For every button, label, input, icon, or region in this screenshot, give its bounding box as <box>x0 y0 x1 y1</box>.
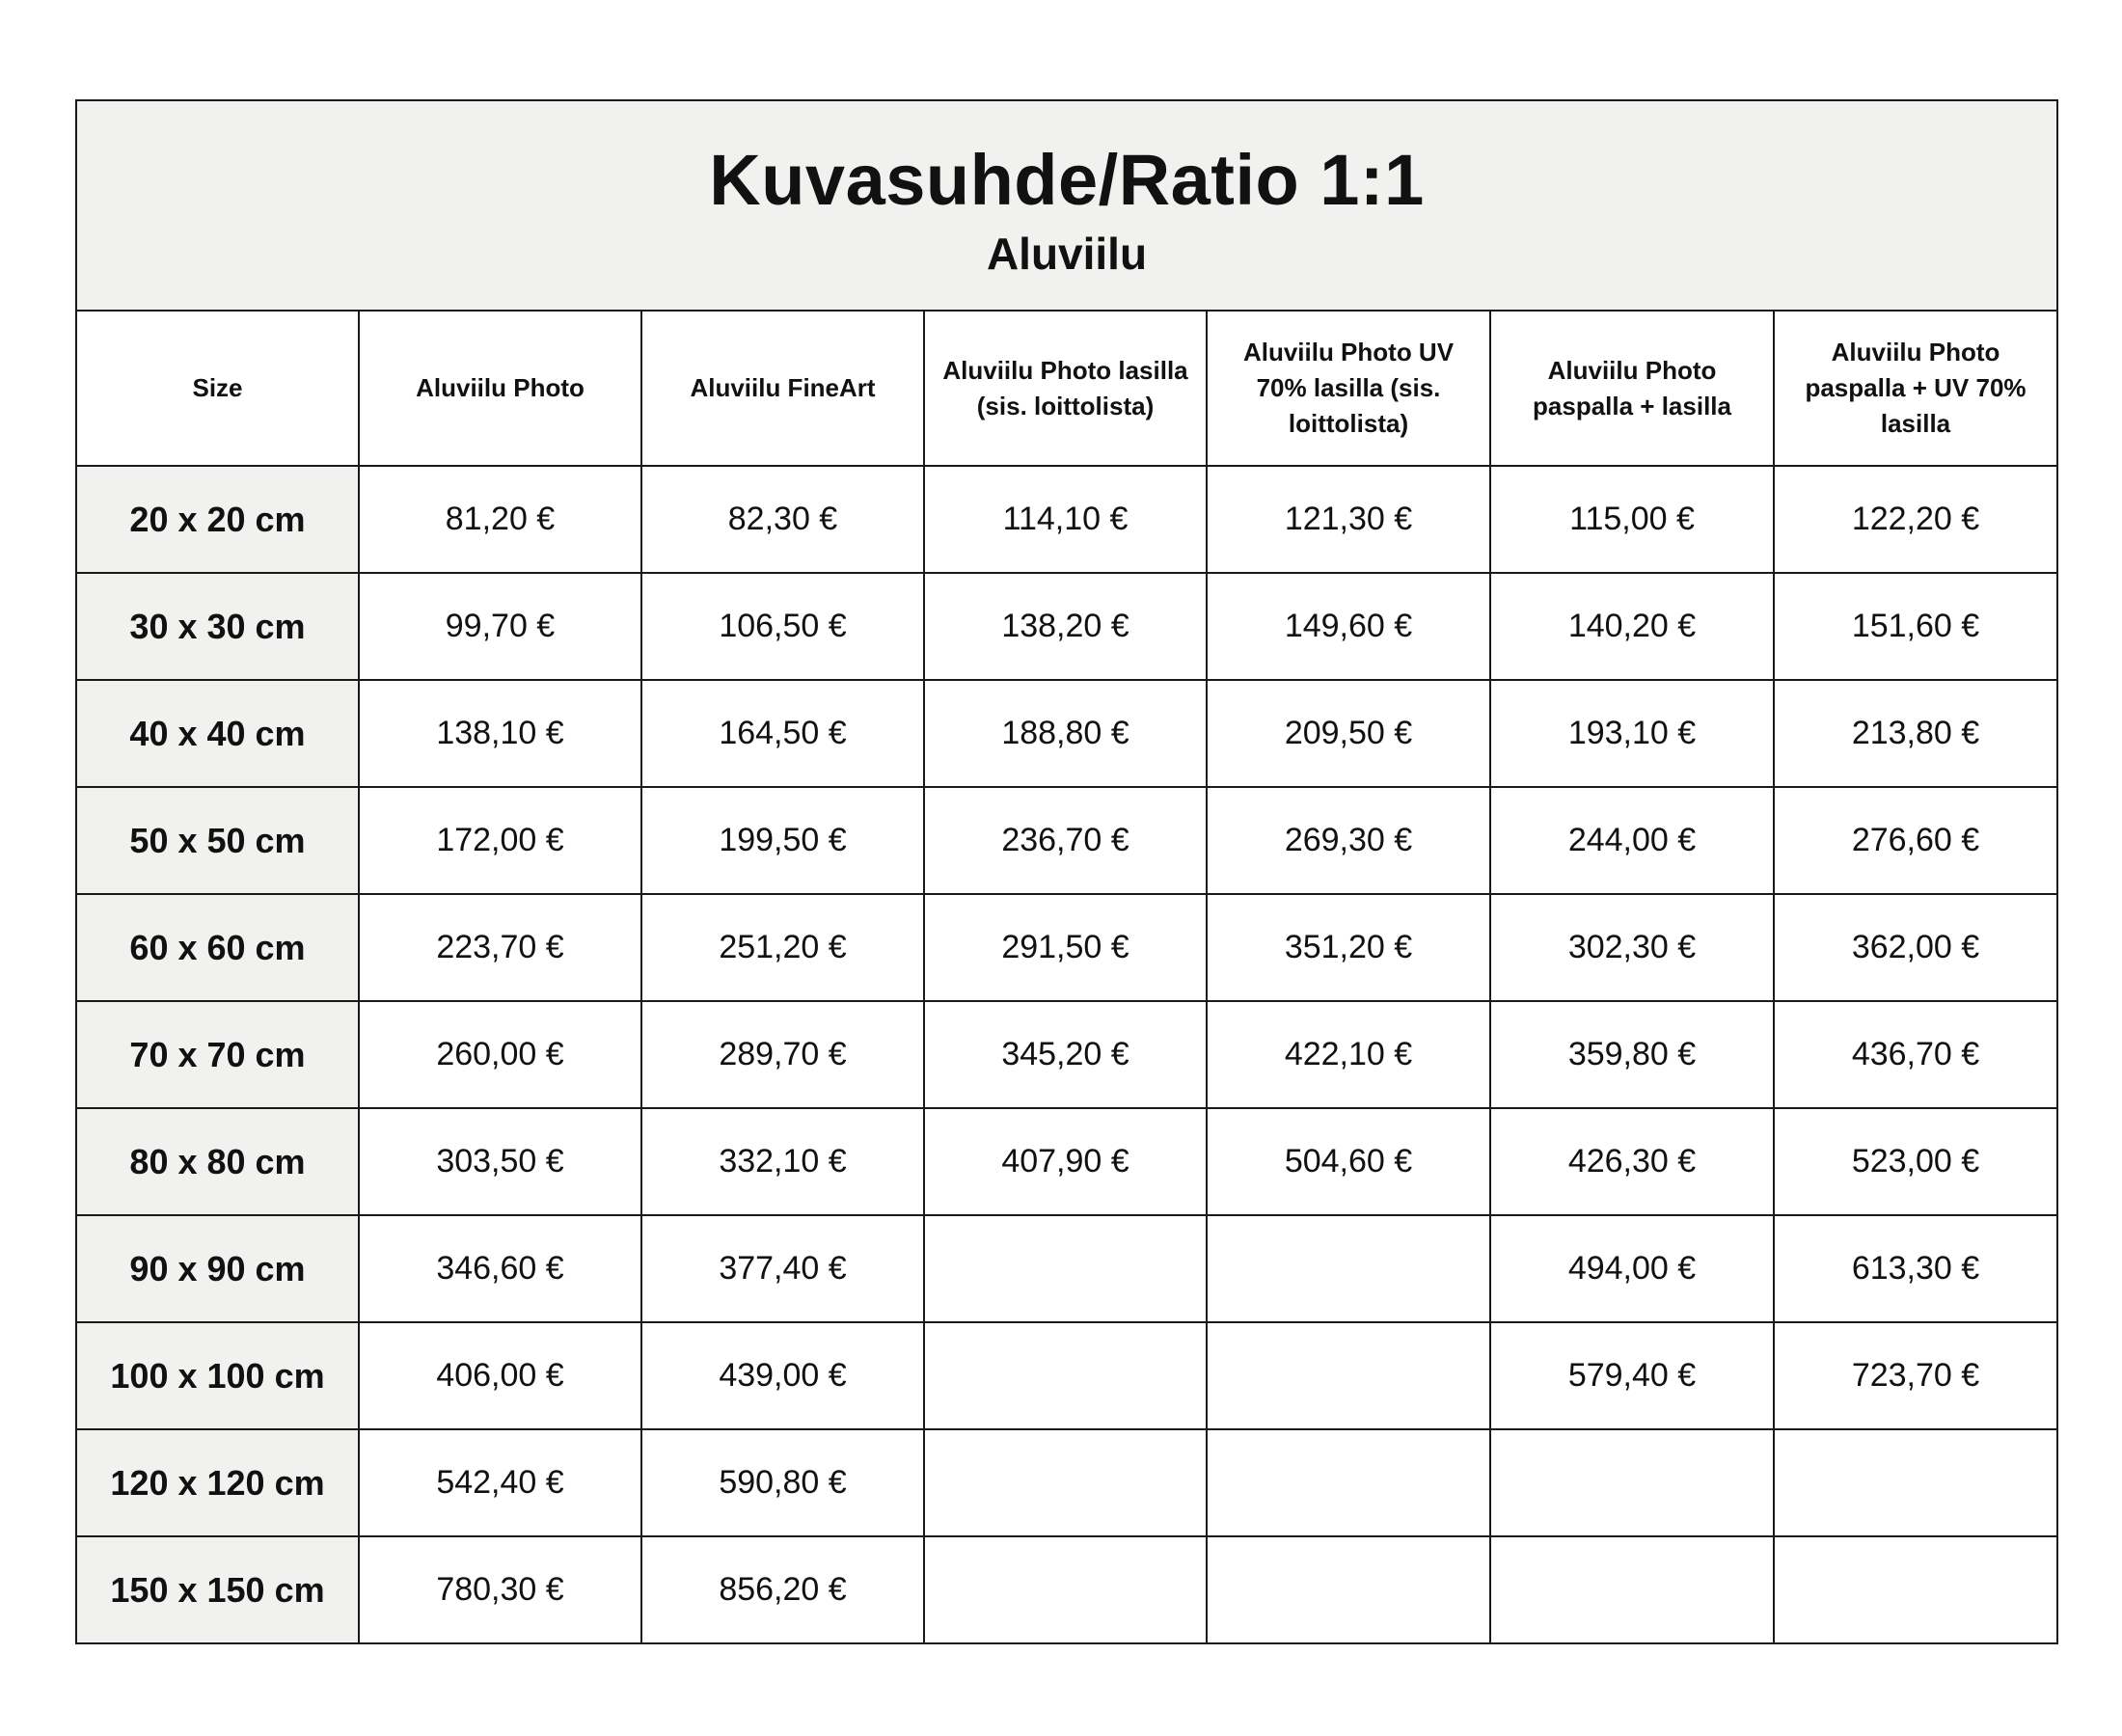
price-cell: 723,70 € <box>1774 1322 2057 1429</box>
size-cell: 20 x 20 cm <box>76 466 359 573</box>
price-cell: 407,90 € <box>924 1108 1207 1215</box>
price-cell <box>1207 1322 1490 1429</box>
size-cell: 60 x 60 cm <box>76 894 359 1001</box>
price-cell: 346,60 € <box>359 1215 641 1322</box>
price-cell: 439,00 € <box>641 1322 924 1429</box>
size-cell: 80 x 80 cm <box>76 1108 359 1215</box>
price-cell: 213,80 € <box>1774 680 2057 787</box>
price-cell: 494,00 € <box>1490 1215 1774 1322</box>
column-header: Aluviilu FineArt <box>641 311 924 466</box>
price-cell: 251,20 € <box>641 894 924 1001</box>
price-cell: 856,20 € <box>641 1536 924 1643</box>
table-title: Kuvasuhde/Ratio 1:1 <box>709 140 1425 220</box>
table-row <box>76 1215 2057 1322</box>
size-cell: 90 x 90 cm <box>76 1215 359 1322</box>
price-cell: 359,80 € <box>1490 1001 1774 1108</box>
size-cell: 100 x 100 cm <box>76 1322 359 1429</box>
column-header: Aluviilu Photo lasilla (sis. loittolista) <box>924 311 1207 466</box>
price-cell <box>1490 1536 1774 1643</box>
table-row <box>76 1429 2057 1536</box>
price-cell: 114,10 € <box>924 466 1207 573</box>
price-cell <box>924 1429 1207 1536</box>
price-cell <box>1774 1429 2057 1536</box>
price-cell: 302,30 € <box>1490 894 1774 1001</box>
size-cell: 150 x 150 cm <box>76 1536 359 1643</box>
price-table <box>75 99 2058 1644</box>
price-cell: 362,00 € <box>1774 894 2057 1001</box>
table-row <box>76 680 2057 787</box>
price-cell: 172,00 € <box>359 787 641 894</box>
price-cell: 122,20 € <box>1774 466 2057 573</box>
price-cell: 523,00 € <box>1774 1108 2057 1215</box>
price-cell: 151,60 € <box>1774 573 2057 680</box>
column-header: Aluviilu Photo paspalla + UV 70% lasilla <box>1774 311 2057 466</box>
table-row <box>76 573 2057 680</box>
table-row <box>76 894 2057 1001</box>
price-cell: 504,60 € <box>1207 1108 1490 1215</box>
table-row <box>76 1001 2057 1108</box>
price-cell: 106,50 € <box>641 573 924 680</box>
table-subtitle: Aluviilu <box>986 229 1148 279</box>
price-cell: 613,30 € <box>1774 1215 2057 1322</box>
price-cell <box>924 1322 1207 1429</box>
price-cell <box>1774 1536 2057 1643</box>
price-cell: 244,00 € <box>1490 787 1774 894</box>
price-cell: 406,00 € <box>359 1322 641 1429</box>
header-row <box>76 311 2057 466</box>
price-cell: 780,30 € <box>359 1536 641 1643</box>
price-cell: 289,70 € <box>641 1001 924 1108</box>
title-row <box>76 100 2057 311</box>
size-cell: 70 x 70 cm <box>76 1001 359 1108</box>
price-cell <box>924 1215 1207 1322</box>
price-cell: 199,50 € <box>641 787 924 894</box>
price-cell: 99,70 € <box>359 573 641 680</box>
size-cell: 30 x 30 cm <box>76 573 359 680</box>
price-cell: 138,20 € <box>924 573 1207 680</box>
price-cell: 138,10 € <box>359 680 641 787</box>
size-cell: 120 x 120 cm <box>76 1429 359 1536</box>
price-cell: 377,40 € <box>641 1215 924 1322</box>
price-cell: 81,20 € <box>359 466 641 573</box>
column-header: Aluviilu Photo paspalla + lasilla <box>1490 311 1774 466</box>
price-cell: 422,10 € <box>1207 1001 1490 1108</box>
column-header-size: Size <box>76 311 359 466</box>
price-cell: 223,70 € <box>359 894 641 1001</box>
price-cell <box>1490 1429 1774 1536</box>
table-row <box>76 466 2057 573</box>
size-cell: 50 x 50 cm <box>76 787 359 894</box>
price-cell: 303,50 € <box>359 1108 641 1215</box>
price-cell <box>1207 1215 1490 1322</box>
price-cell: 82,30 € <box>641 466 924 573</box>
price-cell: 121,30 € <box>1207 466 1490 573</box>
table-row <box>76 787 2057 894</box>
price-cell: 579,40 € <box>1490 1322 1774 1429</box>
title-cell <box>76 100 2057 311</box>
price-cell: 193,10 € <box>1490 680 1774 787</box>
price-cell: 260,00 € <box>359 1001 641 1108</box>
price-cell: 351,20 € <box>1207 894 1490 1001</box>
price-cell: 236,70 € <box>924 787 1207 894</box>
price-cell <box>1207 1536 1490 1643</box>
price-cell: 426,30 € <box>1490 1108 1774 1215</box>
price-cell <box>1207 1429 1490 1536</box>
price-cell: 436,70 € <box>1774 1001 2057 1108</box>
price-cell: 140,20 € <box>1490 573 1774 680</box>
column-header: Aluviilu Photo <box>359 311 641 466</box>
price-cell: 269,30 € <box>1207 787 1490 894</box>
price-cell: 188,80 € <box>924 680 1207 787</box>
column-header: Aluviilu Photo UV 70% lasilla (sis. loittolista) <box>1207 311 1490 466</box>
price-cell: 542,40 € <box>359 1429 641 1536</box>
price-cell: 291,50 € <box>924 894 1207 1001</box>
price-cell: 345,20 € <box>924 1001 1207 1108</box>
table-row <box>76 1322 2057 1429</box>
table-row <box>76 1536 2057 1643</box>
size-cell: 40 x 40 cm <box>76 680 359 787</box>
price-cell: 209,50 € <box>1207 680 1490 787</box>
price-cell: 164,50 € <box>641 680 924 787</box>
price-cell: 149,60 € <box>1207 573 1490 680</box>
price-cell: 590,80 € <box>641 1429 924 1536</box>
table-row <box>76 1108 2057 1215</box>
price-cell: 332,10 € <box>641 1108 924 1215</box>
price-cell: 276,60 € <box>1774 787 2057 894</box>
price-cell: 115,00 € <box>1490 466 1774 573</box>
price-cell <box>924 1536 1207 1643</box>
